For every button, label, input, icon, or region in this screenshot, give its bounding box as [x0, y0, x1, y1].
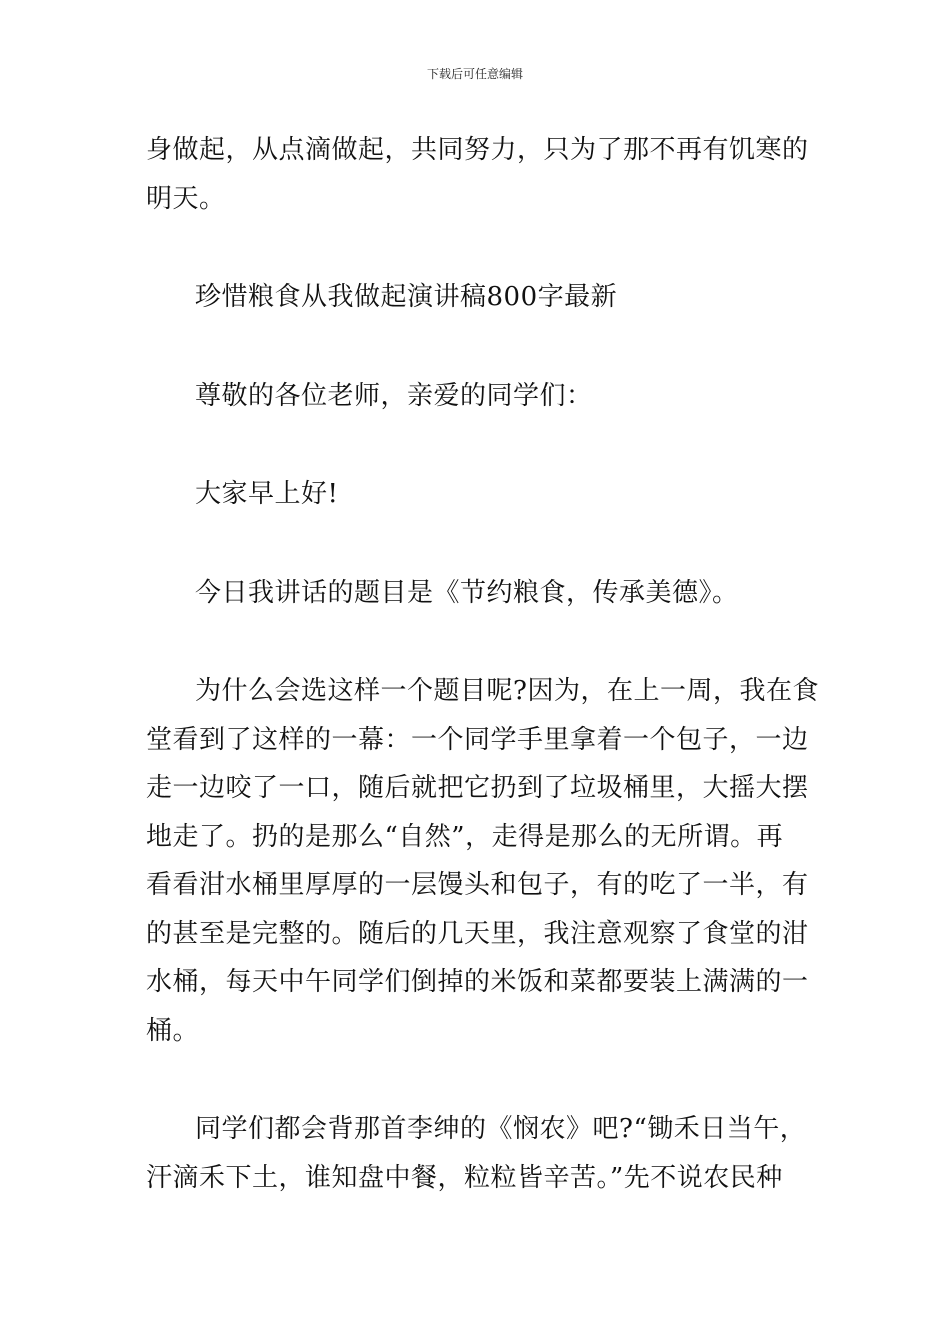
text-line: 尊敬的各位老师，亲爱的同学们：: [195, 380, 593, 411]
text-line: 大家早上好!: [195, 479, 339, 509]
salutation: [146, 372, 808, 421]
text-line: 同学们都会背那首李绅的《悯农》吧?“锄禾日当午，: [195, 1114, 807, 1144]
paragraph: [146, 667, 819, 1055]
text-line: 桶。: [146, 1015, 200, 1046]
paragraph: [146, 1105, 808, 1202]
text-line: 身做起，从点滴做起，共同努力，只为了那不再有饥寒的: [146, 135, 809, 165]
text-line: 汗滴禾下土，谁知盘中餐，粒粒皆辛苦。”先不说农民种: [146, 1162, 783, 1193]
text-line: 水桶，每天中午同学们倒掉的米饭和菜都要装上满满的一: [146, 967, 809, 997]
text-line: 的甚至是完整的。随后的几天里，我注意观察了食堂的泔: [146, 918, 809, 949]
speech-title: [146, 273, 808, 322]
text-line: 地走了。扔的是那么“自然”，走得是那么的无所谓。再: [146, 821, 784, 852]
text-line: 堂看到了这样的一幕：一个同学手里拿着一个包子，一边: [146, 724, 809, 755]
text-line: 今日我讲话的题目是《节约粮食，传承美德》。: [195, 577, 739, 608]
text-line: 看看泔水桶里厚厚的一层馒头和包子，有的吃了一半，有: [146, 870, 809, 900]
text-line: 为什么会选这样一个题目呢?因为，在上一周，我在食: [195, 676, 819, 706]
paragraph: [146, 126, 808, 223]
text-line: 珍惜粮食从我做起演讲稿800字最新: [195, 282, 618, 312]
document-body: [146, 126, 819, 1202]
text-line: 明天。: [146, 183, 226, 214]
text-line: 走一边咬了一口，随后就把它扔到了垃圾桶里，大摇大摆: [146, 773, 809, 803]
page-header: 下载后可任意编辑: [426, 67, 523, 81]
paragraph: [146, 569, 808, 618]
greeting: [146, 470, 808, 519]
